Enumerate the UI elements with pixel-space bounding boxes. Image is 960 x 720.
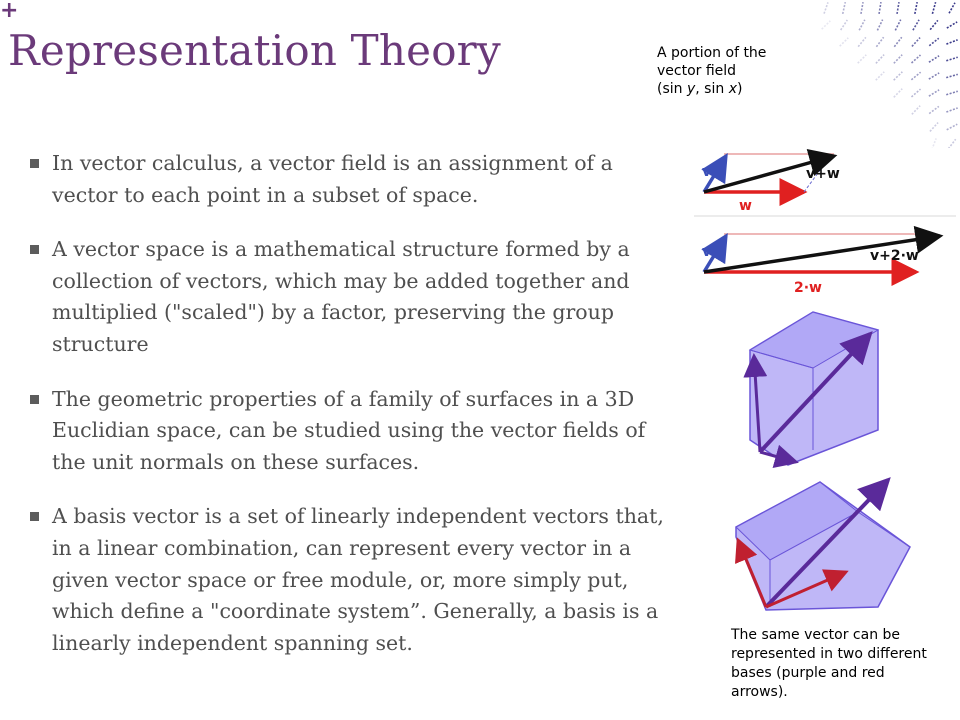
field-arrow [859, 20, 865, 31]
field-arrow [841, 20, 848, 30]
field-arrow [946, 40, 957, 44]
bullet-item [30, 384, 670, 479]
field-arrow [897, 2, 899, 14]
field-arrow [877, 20, 882, 31]
field-arrow [858, 37, 866, 46]
field-arrow [876, 37, 883, 47]
field-arrow [929, 38, 938, 45]
label-v-plus-w: v+w [806, 166, 840, 182]
field-arrow [876, 72, 884, 80]
vector-field-caption-line1: A portion of the [657, 45, 767, 61]
bullet-item [30, 148, 670, 211]
field-arrow [946, 108, 957, 112]
field-arrow [929, 56, 939, 62]
label-v: v [702, 164, 712, 180]
bullet-list [30, 148, 670, 682]
bases-caption: The same vector can be represented in two different bases (purple and red arrows). [731, 627, 927, 700]
bullet-item [30, 234, 670, 360]
field-arrow [840, 38, 849, 46]
plus-mark: + [0, 0, 19, 23]
field-arrow [949, 3, 955, 13]
label-v: v [702, 244, 712, 260]
field-arrow [822, 21, 831, 29]
field-arrow [930, 20, 938, 29]
field-arrow [894, 55, 902, 64]
bullet-square-icon [30, 395, 39, 404]
label-w: w [739, 198, 752, 214]
field-arrow [929, 106, 939, 113]
bullet-text: In vector calculus, a vector field is an assignment of a vector to each point in a subset of space. [52, 151, 613, 207]
field-arrow [858, 55, 867, 63]
field-arrow [912, 106, 920, 115]
field-arrow [946, 91, 957, 94]
field-arrow [911, 72, 920, 80]
bullet-square-icon [30, 159, 39, 168]
field-arrow [915, 2, 917, 14]
field-arrow [929, 90, 939, 96]
field-arrow [894, 37, 901, 46]
field-arrow [911, 89, 920, 97]
field-arrow [929, 73, 939, 79]
field-arrow [824, 2, 828, 13]
field-arrow [930, 123, 938, 132]
bullet-square-icon [30, 512, 39, 521]
bullet-item [30, 501, 670, 659]
basis-box-red [728, 472, 918, 617]
field-arrow [946, 74, 958, 77]
basis-box-purple [738, 300, 888, 470]
vector-field-caption-line2: vector field [657, 63, 737, 79]
field-arrow [912, 55, 921, 63]
field-arrow [946, 57, 957, 61]
vector-field-caption [657, 44, 797, 98]
field-arrow [894, 89, 902, 98]
vector-addition-diagram [694, 146, 956, 294]
label-2w: 2·w [794, 280, 822, 294]
label-v-plus-2w: v+2·w [870, 248, 919, 264]
field-arrow [895, 20, 900, 31]
field-arrow [894, 72, 903, 80]
field-arrow [879, 2, 881, 14]
bullet-text: The geometric properties of a family of surfaces in a 3D Euclidian space, can be studied using the vector fields of the unit normals on these surfaces. [52, 386, 646, 474]
field-arrow [947, 124, 958, 130]
bullet-text: A vector space is a mathematical structure formed by a collection of vectors, which may be added together and multiplied ("scaled") by a factor, preserving the group structure [52, 237, 630, 356]
field-arrow [843, 2, 846, 14]
slide-title: Representation Theory [8, 26, 501, 75]
vector-field-image [800, 0, 960, 148]
field-arrow [861, 2, 863, 14]
bullet-square-icon [30, 245, 39, 254]
field-arrow [913, 20, 919, 30]
field-arrow [932, 2, 935, 14]
field-arrow [876, 55, 884, 64]
bullet-text: A basis vector is a set of linearly independent vectors that, in a linear combination, can represent every vector in a given vector space or free module, or, more simply put, which define a "coordinate system”. Generally, a basis is a linearly independent spanning set. [52, 504, 664, 655]
field-arrow [912, 38, 920, 47]
field-arrow [947, 22, 957, 28]
vector-field-arrows [822, 2, 958, 148]
vector-field-caption-line3: (sin y, sin x) [657, 81, 743, 97]
